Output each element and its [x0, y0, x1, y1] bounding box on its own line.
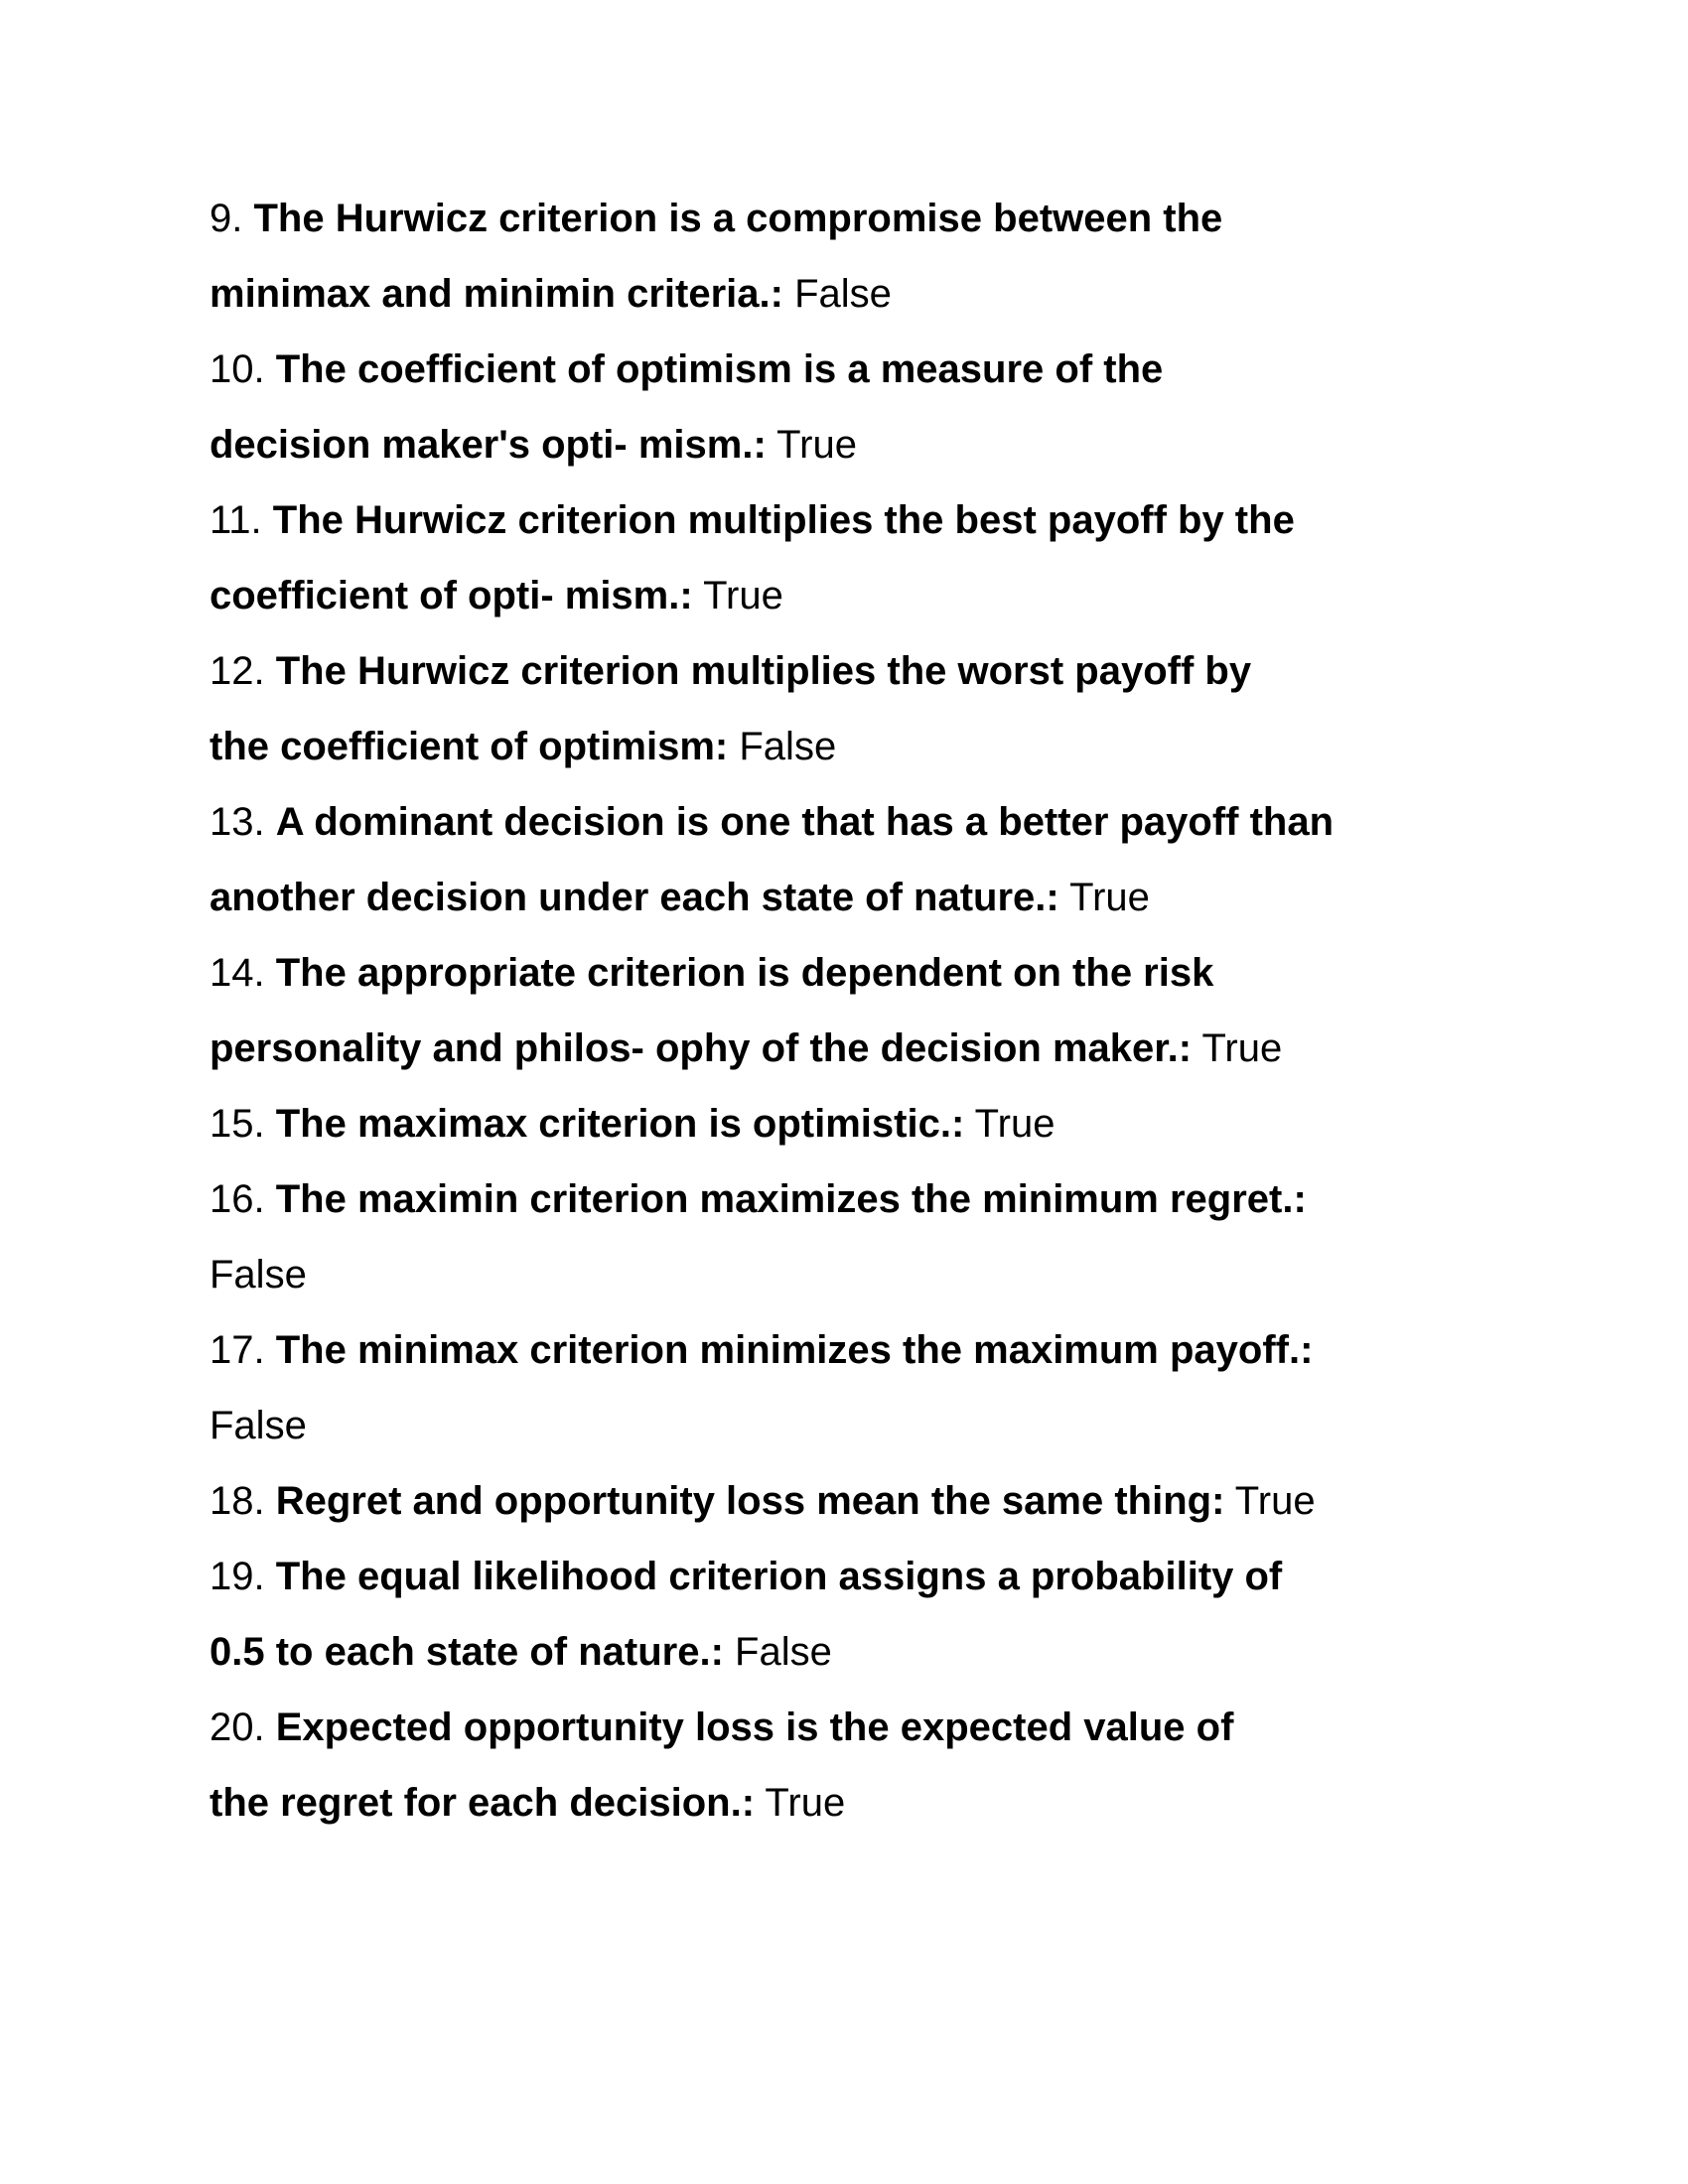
question-number: 12. — [210, 649, 265, 693]
question-number: 20. — [210, 1706, 265, 1749]
question-text: The maximax criterion is optimistic.: — [275, 1102, 965, 1146]
question-text: the coefficient of optimism: — [210, 725, 729, 768]
text-line — [210, 1765, 1334, 1841]
text-line — [210, 482, 1334, 558]
text-line — [210, 633, 1334, 709]
text-line — [210, 1690, 1334, 1765]
question-text: Expected opportunity loss is the expected value of — [275, 1706, 1234, 1749]
question-text: The equal likelihood criterion assigns a probability of — [275, 1555, 1283, 1598]
text-line — [210, 860, 1334, 935]
answer: False — [210, 1404, 307, 1447]
answer: False — [794, 272, 892, 316]
text-line — [210, 256, 1334, 332]
question-text: The Hurwicz criterion multiplies the worst payoff by — [275, 649, 1252, 693]
text-line — [210, 1463, 1334, 1539]
answer: False — [735, 1630, 832, 1674]
question-number: 15. — [210, 1102, 265, 1146]
question-number: 18. — [210, 1479, 265, 1523]
question-item — [210, 181, 1334, 332]
question-item — [210, 1539, 1334, 1690]
question-item — [210, 784, 1334, 935]
question-text: 0.5 to each state of nature.: — [210, 1630, 724, 1674]
answer: True — [776, 423, 857, 467]
text-line — [210, 784, 1334, 860]
text-line — [210, 1161, 1334, 1237]
text-line — [210, 1011, 1334, 1086]
question-text: minimax and minimin criteria.: — [210, 272, 783, 316]
answer: False — [210, 1253, 307, 1297]
question-item — [210, 1312, 1334, 1463]
answer: True — [703, 574, 783, 617]
text-line — [210, 181, 1334, 256]
question-item — [210, 1086, 1334, 1161]
question-text: The Hurwicz criterion multiplies the best payoff by the — [272, 498, 1295, 542]
question-text: Regret and opportunity loss mean the same thing: — [275, 1479, 1225, 1523]
question-item — [210, 482, 1334, 633]
question-number: 10. — [210, 347, 265, 391]
question-number: 11. — [210, 498, 262, 542]
question-number: 9. — [210, 197, 243, 240]
text-line — [210, 935, 1334, 1011]
question-item — [210, 1161, 1334, 1312]
question-item — [210, 332, 1334, 482]
text-line — [210, 1086, 1334, 1161]
question-text: coefficient of opti- mism.: — [210, 574, 693, 617]
question-item — [210, 1690, 1334, 1841]
question-text: personality and philos- ophy of the decision maker.: — [210, 1026, 1193, 1070]
text-line — [210, 1237, 1334, 1312]
text-line — [210, 709, 1334, 784]
answer: True — [974, 1102, 1055, 1146]
answer: True — [1234, 1479, 1316, 1523]
question-number: 13. — [210, 800, 265, 844]
question-text: another decision under each state of nature.: — [210, 876, 1059, 919]
answer: False — [739, 725, 837, 768]
question-text: The appropriate criterion is dependent on the risk — [275, 951, 1214, 995]
text-line — [210, 1614, 1334, 1690]
question-text: A dominant decision is one that has a better payoff than — [275, 800, 1335, 844]
question-text: decision maker's opti- mism.: — [210, 423, 767, 467]
text-line — [210, 1388, 1334, 1463]
question-text: The Hurwicz criterion is a compromise between the — [253, 197, 1223, 240]
question-text: The maximin criterion maximizes the minimum regret.: — [275, 1177, 1307, 1221]
question-item — [210, 935, 1334, 1086]
question-text: The coefficient of optimism is a measure of the — [275, 347, 1164, 391]
true-false-answer-list — [210, 181, 1334, 1841]
question-number: 19. — [210, 1555, 265, 1598]
text-line — [210, 332, 1334, 407]
question-item — [210, 633, 1334, 784]
answer: True — [765, 1781, 846, 1825]
question-number: 14. — [210, 951, 265, 995]
question-text: the regret for each decision.: — [210, 1781, 756, 1825]
question-number: 16. — [210, 1177, 265, 1221]
text-line — [210, 407, 1334, 482]
question-item — [210, 1463, 1334, 1539]
text-line — [210, 1312, 1334, 1388]
question-number: 17. — [210, 1328, 265, 1372]
question-text: The minimax criterion minimizes the maximum payoff.: — [275, 1328, 1314, 1372]
text-line — [210, 1539, 1334, 1614]
answer: True — [1201, 1026, 1283, 1070]
answer: True — [1069, 876, 1150, 919]
text-line — [210, 558, 1334, 633]
